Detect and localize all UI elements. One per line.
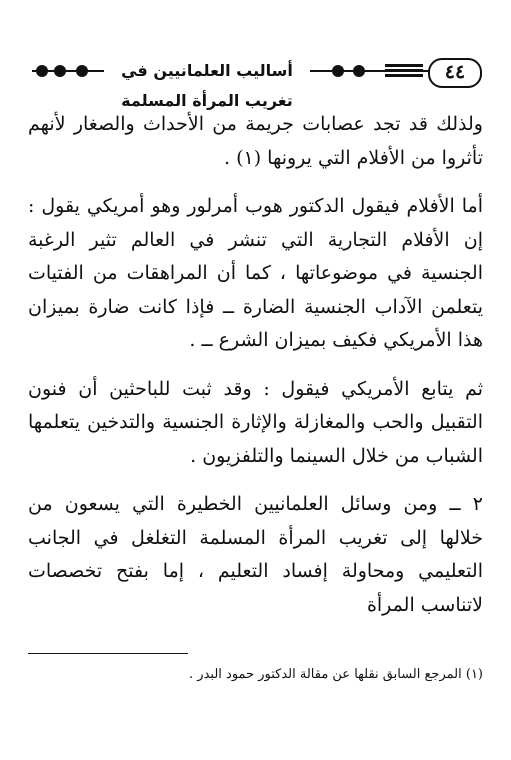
ornament-bars [385,64,423,78]
page-number: ٤٤ [428,58,482,88]
paragraph: ثم يتابع الأمريكي فيقول : وقد ثبت للباحثين أن فنون التقبيل والحب والمغازلة والإثارة الجنسية والتدخين يتعلمها الشباب من خلال السينما والتلفزيون . [28,377,483,467]
ornament-dot [332,65,344,77]
ornament-dot [353,65,365,77]
ornament-dot [36,65,48,77]
paragraph: ولذلك قد تجد عصابات جريمة من الأحداث والصغار لأنهم تأثروا من الأفلام التي يرونها (١) . [28,113,483,169]
ornament-dot [54,65,66,77]
page-header [28,52,483,110]
paragraph: أما الأفلام فيقول الدكتور هوب أمرلور وهو أمريكي يقول : إن الأفلام التجارية التي تنشر في العالم تثير الرغبة الجنسية في موضوعاتها ، كما أن المراهقات من الفتيات يتعلمن الآداب الجنسية الضارة ــ فإذا كانت ضارة بميزان هذا الأمريكي فكيف بميزان الشرع ــ . [28,195,483,351]
footnote: (١) المرجع السابق نقلها عن مقالة الدكتور حمود البدر . [189,667,483,682]
page-body [28,108,483,622]
running-title: أساليب العلمانيين في تغريب المرأة المسلمة [104,56,310,86]
footnote-rule [28,653,188,654]
ornament-dot [76,65,88,77]
paragraph: ٢ ــ ومن وسائل العلمانيين الخطيرة التي يسعون من خلالها إلى تغريب المرأة المسلمة التغلغل في الجانب التعليمي ومحاولة إفساد التعليم ، إما بفتح تخصصات لاتناسب المرأة [28,493,483,616]
